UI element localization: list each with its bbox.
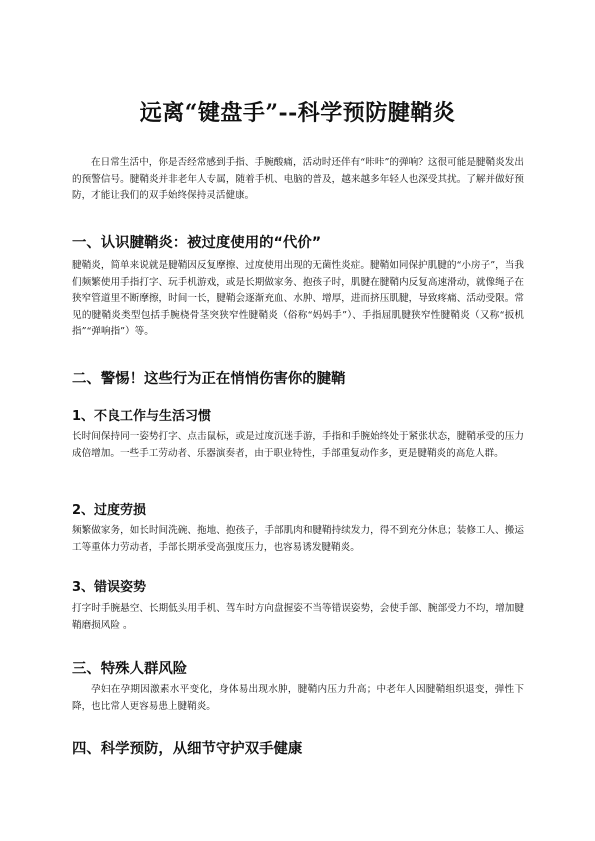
section-3-heading: 三、特殊人群风险 bbox=[72, 661, 188, 677]
document-title: 远离“键盘手”--科学预防腱鞘炎 bbox=[139, 100, 456, 126]
subsection-2-1-heading: 1、不良工作与生活习惯 bbox=[72, 409, 212, 424]
subsection-2-3-body: 打字时手腕悬空、长期低头用手机、驾车时方向盘握姿不当等错误姿势，会使手部、腕部受力不均，增加腱鞘磨损风险 。 bbox=[72, 603, 524, 631]
section-1-heading: 一、认识腱鞘炎：被过度使用的“代价” bbox=[72, 235, 322, 251]
subsection-2-1-body: 长时间保持同一姿势打字、点击鼠标，或是过度沉迷手游，手指和手腕始终处于紧张状态，腱鞘承受的压力成倍增加。一些手工劳动者、乐器演奏者，由于职业特性，手部重复动作多，更是腱鞘炎的高危人群。 bbox=[72, 431, 524, 459]
section-3-body: 孕妇在孕期因激素水平变化，身体易出现水肿，腱鞘内压力升高；中老年人因腱鞘组织退变，弹性下降，也比常人更容易患上腱鞘炎。 bbox=[72, 684, 524, 712]
subsection-2-2-heading: 2、过度劳损 bbox=[72, 503, 147, 518]
subsection-2-3-heading: 3、错误姿势 bbox=[72, 580, 147, 595]
intro-paragraph: 在日常生活中，你是否经常感到手指、手腕酸痛，活动时还伴有“咔咔”的弹响？这很可能是腱鞘炎发出的预警信号。腱鞘炎并非老年人专属，随着手机、电脑的普及，越来越多年轻人也深受其扰。了解并做好预防，才能让我们的双手始终保持灵活健康。 bbox=[72, 157, 524, 202]
subsection-2-2-body: 频繁做家务，如长时间洗碗、拖地、抱孩子，手部肌肉和腱鞘持续发力，得不到充分休息；装修工人、搬运工等重体力劳动者，手部长期承受高强度压力，也容易诱发腱鞘炎。 bbox=[72, 525, 524, 553]
section-1-body: 腱鞘炎，简单来说就是腱鞘因反复摩擦、过度使用出现的无菌性炎症。腱鞘如同保护肌腱的“小房子”，当我们频繁使用手指打字、玩手机游戏，或是长期做家务、抱孩子时，肌腱在腱鞘内反复高速滑动，就像绳子在狭窄管道里不断摩擦，时间一长，腱鞘会逐渐充血、水肿、增厚，进而挤压肌腱，导致疼痛、活动受限。常见的腱鞘炎类型包括手腕桡骨茎突狭窄性腱鞘炎（俗称“妈妈手”）、手指屈肌腱狭窄性腱鞘炎（又称“扳机指”“弹响指”）等。 bbox=[72, 260, 524, 338]
section-4-heading: 四、科学预防，从细节守护双手健康 bbox=[72, 741, 303, 757]
section-2-heading: 二、警惕！这些行为正在悄悄伤害你的腱鞘 bbox=[72, 371, 346, 387]
